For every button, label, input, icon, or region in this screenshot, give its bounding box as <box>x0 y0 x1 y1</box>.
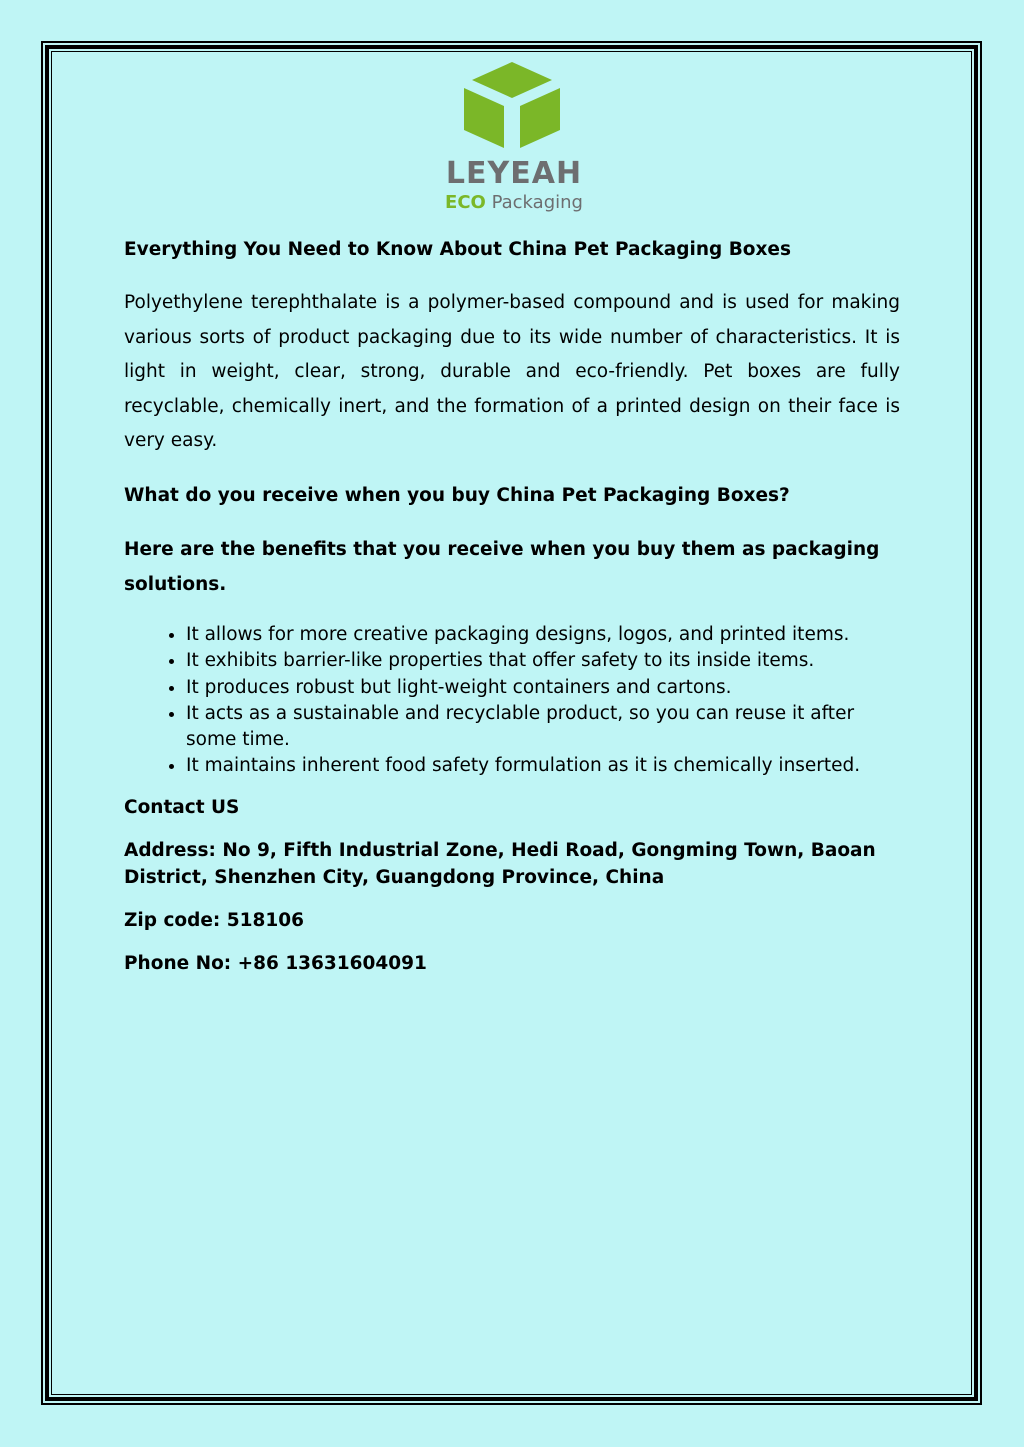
benefits-list <box>124 622 900 780</box>
list-item: • It exhibits barrier-like properties that offer safety to its inside items. <box>186 648 900 674</box>
intro-paragraph: Polyethylene terephthalate is a polymer-based compound and is used for making various sorts of product packaging due to its wide number of characteristics. It is light in weight, clear, strong, durable and eco-friendly. Pet boxes are fully recyclable, chemically inert, and the formation of a printed design on their face is very easy. <box>124 292 900 451</box>
list-item: • It maintains inherent food safety formulation as it is chemically inserted. <box>186 753 900 779</box>
contact-heading: Contact US <box>124 796 240 818</box>
question-heading: What do you receive when you buy China Pet Packaging Boxes? <box>124 484 790 506</box>
document-body <box>124 233 900 993</box>
brand-tagline <box>430 192 598 213</box>
benefits-heading: Here are the benefits that you receive when you buy them as packaging solutions. <box>124 539 880 595</box>
contact-address: Address: No 9, Fifth Industrial Zone, Hedi Road, Gongming Town, Baoan District, Shenzhen City, Guangdong Province, China <box>124 839 876 888</box>
document-title: Everything You Need to Know About China Pet Packaging Boxes <box>124 239 791 260</box>
brand-packaging: Packaging <box>491 192 583 213</box>
brand-name: LEYEAH <box>445 156 583 191</box>
list-item: • It allows for more creative packaging designs, logos, and printed items. <box>186 622 900 648</box>
contact-phone: Phone No: +86 13631604091 <box>124 952 427 974</box>
contact-zip: Zip code: 518106 <box>124 909 304 931</box>
brand-eco: ECO <box>445 192 486 213</box>
list-item: • It acts as a sustainable and recyclable product, so you can reuse it after some time. <box>186 701 900 754</box>
list-item: • It produces robust but light-weight containers and cartons. <box>186 675 900 701</box>
